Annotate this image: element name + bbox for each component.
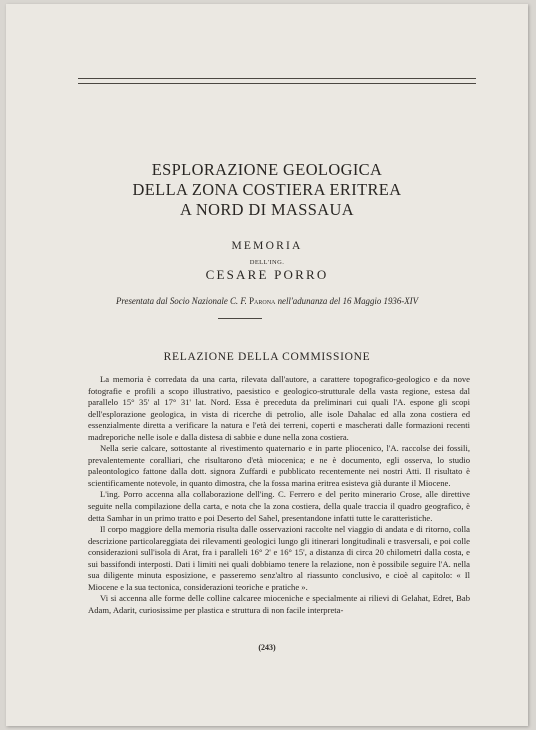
presentation-pre: Presentata dal Socio Nazionale C. F. <box>115 296 250 306</box>
top-double-rule-upper <box>78 78 476 79</box>
presentation-post: nell'adunanza del 16 Maggio 1936-XIV <box>275 296 419 306</box>
paragraph: L'ing. Porro accenna alla collaborazione dell'ing. C. Ferrero e del perito minerario Crose, alle direttive seguite nella compilazione della carta, e nota che la zona costiera, della quale traccia il quadro geografico, è detta Samhar in un primo tratto e poi Deserto del Sahel, presentandone infatti tutte le caratteristiche. <box>88 489 470 523</box>
top-double-rule-lower <box>78 83 476 84</box>
section-title: RELAZIONE DELLA COMMISSIONE <box>163 351 371 363</box>
title-line-2: DELLA ZONA COSTIERA ERITREA <box>132 180 402 199</box>
title-line-1: ESPLORAZIONE GEOLOGICA <box>151 160 383 179</box>
short-divider <box>218 318 262 319</box>
paragraph: La memoria è corredata da una carta, rilevata dall'autore, a carattere topografico-geologico e da nove fotografie e profili a scopo illustrativo, paesistico e geologico-strutturale della vasta regione, estesa dal parallelo 15° 35' al 17° 31' lat. Nord. Essa è preceduta da preliminari cui quali l'A. espone gli scopi dell'esplorazione geologica, in vista di ricerche di petrolio, alle isole Dahalac ed alla zona costiera ed essenzialmente diretta a verificare la natura e l'età dei terreni, coperti e mascherati dalle formazioni recenti madreporiche nelle isole e dalla distesa di sabbie e dune nella zona costiera. <box>88 374 470 442</box>
paragraph: Vi si accenna alle forme delle colline calcaree mioceniche e specialmente ai rilievi di Gelahat, Edret, Bab Adam, Adarit, curiosissime per plastica e struttura di non facile interpreta- <box>88 593 470 615</box>
paragraph: Il corpo maggiore della memoria risulta dalle osservazioni raccolte nel viaggio di andata e di ritorno, colla descrizione particolareggiata dei rilevamenti geologici lungo gli itinerari longitudinali e trasversali, e poi colle considerazioni sull'isola di Arat, fra i paralleli 16° 2' e 16° 15', a distanza di circa 20 chilometri dalla costa, e sui bassifondi interposti. Dati i limiti nei quali dobbiamo tenere la relazione, non è possibile seguire l'A. nella sua diligente minuta esposizione, e passeremo senz'altro al riassunto conclusivo, e cioè al capitolo: « Il Miocene e la sua tectonica, considerazioni teoriche e pratiche ». <box>88 524 470 592</box>
dell-ing-label: DELL'ING. <box>249 259 285 266</box>
memoria-label: MEMORIA <box>231 240 303 252</box>
body-text <box>88 374 470 616</box>
title-line-3: A NORD DI MASSAUA <box>180 200 354 219</box>
document-page <box>6 4 528 726</box>
presentation-note <box>36 296 498 306</box>
author-name: CESARE PORRO <box>205 267 329 282</box>
presenter-name: Parona <box>249 296 276 306</box>
page-number: (243) <box>258 643 276 652</box>
paragraph: Nella serie calcare, sottostante al rivestimento quaternario e in parte pliocenico, l'A. raccolse dei fossili, prevalentemente coralliari, che risultarono d'età miocenica; e ne è documento, egli osserva, lo studio paleontologico fattone dalla dott. signora Zuffardi e pubblicato recentemente nei nostri Atti. Il risultato è scientificamente notevole, in quanto dimostra, che la fossa marina eritrea esisteva già durante il Miocene. <box>88 443 470 488</box>
